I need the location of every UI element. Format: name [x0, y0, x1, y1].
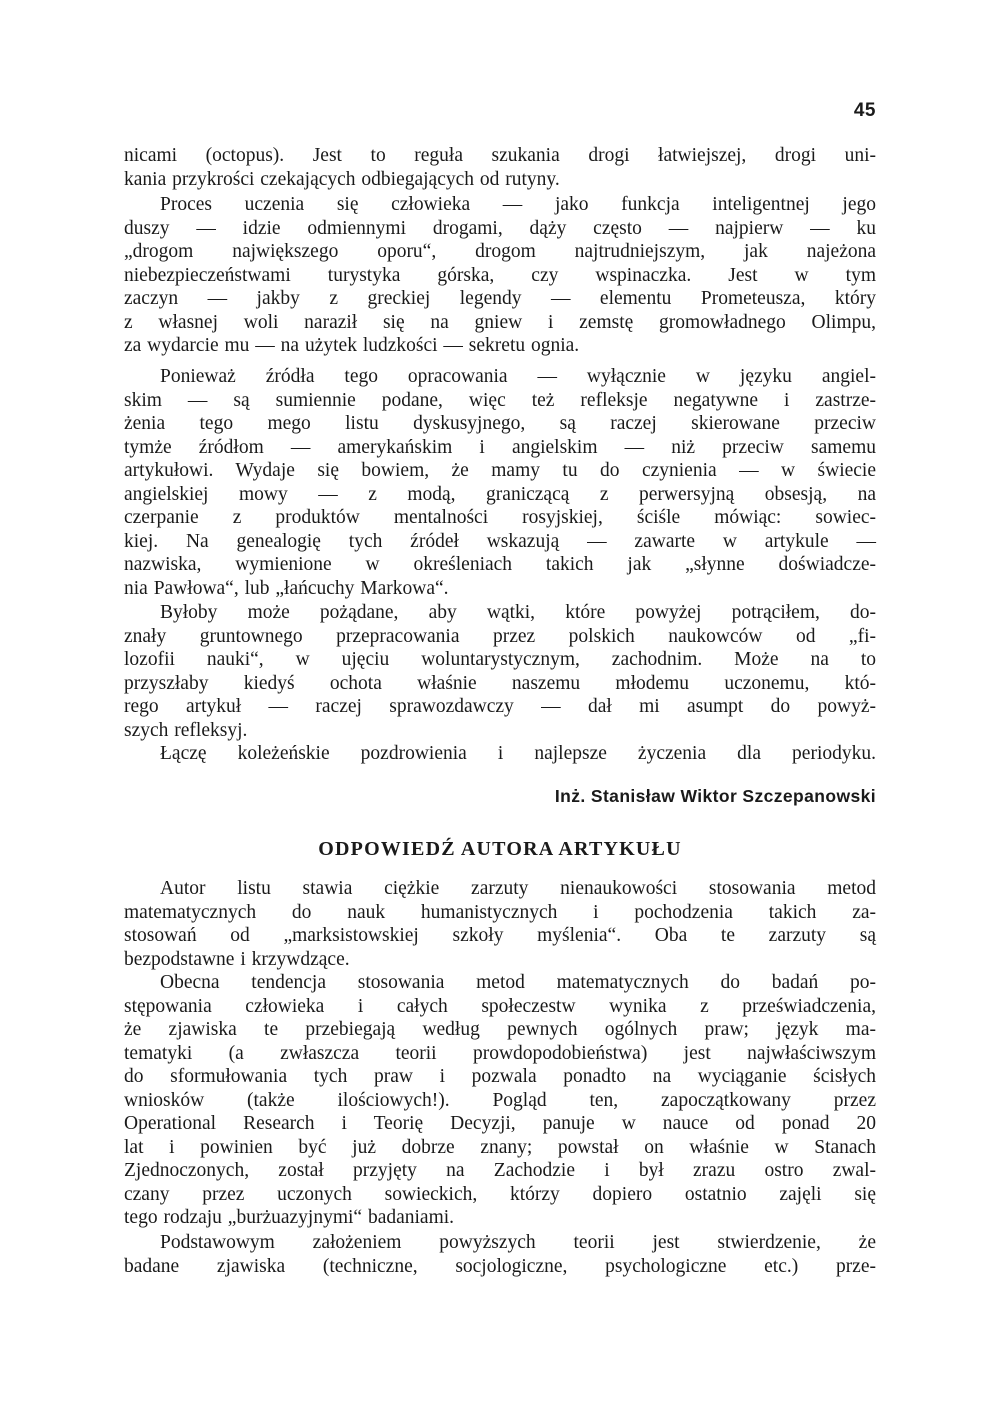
- text-line: przyszłaby kiedyś ochota właśnie naszemu młodemu uczonemu, któ-: [124, 672, 876, 694]
- section-heading: ODPOWIEDŹ AUTORA ARTYKUŁU: [318, 838, 682, 860]
- text-line: Autor listu stawia ciężkie zarzuty nienaukowości stosowania metod: [160, 878, 876, 899]
- text-line: szych refleksyj.: [124, 719, 248, 741]
- text-line: do sformułowania tych praw i pozwala ponadto na wyciąganie ścisłych: [124, 1066, 876, 1087]
- text-line: Obecna tendencja stosowania metod matematycznych do badań po-: [160, 972, 876, 993]
- letter-paragraph-3: [124, 365, 876, 600]
- letter-paragraph-4: [124, 601, 876, 742]
- text-line: znały gruntownego przepracowania przez polskich naukowców od „fi-: [124, 625, 876, 647]
- text-line: angielskiej mowy — z modą, graniczącą z perwersyjną obsesją, na: [124, 483, 876, 505]
- text-line: nazwiska, wymienione w określeniach takich jak „słynne doświadcze-: [124, 554, 876, 575]
- letter-closing: [124, 742, 876, 766]
- letter-paragraph-2: [124, 193, 876, 358]
- text-line: nia Pawłowa“, lub „łańcuchy Markowa“.: [124, 577, 449, 599]
- text-line: artykułowi. Wydaje się bowiem, że mamy tu do czynienia — w świecie: [124, 460, 876, 481]
- text-line: że zjawiska te przebiegają według pewnych ogólnych praw; język ma-: [124, 1019, 876, 1040]
- text-line: Podstawowym założeniem powyższych teorii jest stwierdzenie, że: [160, 1232, 876, 1253]
- text-line: Operational Research i Teorię Decyzji, panuje w nauce od ponad 20: [124, 1113, 876, 1134]
- text-line: żenia tego mego listu dyskusyjnego, są raczej skierowane przeciw: [124, 413, 876, 434]
- page-number: 45: [853, 100, 876, 121]
- text-line: czerpanie z produktów mentalności rosyjskiej, ściśle mówiąc: sowiec-: [124, 507, 876, 528]
- letter-signature: Inż. Stanisław Wiktor Szczepanowski: [554, 786, 876, 806]
- text-line: „drogom największego oporu“, drogom najtrudniejszym, jak najeżona: [124, 241, 876, 262]
- text-line: bezpodstawne i krzywdzące.: [124, 948, 350, 970]
- text-line: Ponieważ źródła tego opracowania — wyłącznie w języku angiel-: [160, 366, 876, 387]
- text-line: Łączę koleżeńskie pozdrowienia i najlepsze życzenia dla periodyku.: [160, 743, 876, 764]
- text-line: tego rodzaju „burżuazyjnymi“ badaniami.: [124, 1207, 455, 1228]
- text-line: duszy — idzie odmiennymi drogami, dąży często — najpierw — ku: [124, 217, 876, 239]
- text-line: z własnej woli naraził się na gniew i zemstę gromowładnego Olimpu,: [124, 311, 876, 333]
- reply-paragraph-1: [124, 877, 876, 971]
- text-line: Byłoby może pożądane, aby wątki, które powyżej potrąciłem, do-: [160, 602, 876, 623]
- letter-paragraph-1: [124, 144, 876, 191]
- text-line: Zjednoczonych, został przyjęty na Zachodzie i był zrazu ostro zwal-: [124, 1160, 876, 1181]
- text-line: tematyki (a zwłaszcza teorii prowdopodobieństwa) jest najwłaściwszym: [124, 1042, 876, 1064]
- text-line: matematycznych do nauk humanistycznych i pochodzenia takich za-: [124, 901, 876, 923]
- text-line: zaczyn — jakby z greckiej legendy — elementu Prometeusza, który: [124, 288, 876, 309]
- reply-paragraph-3: [124, 1231, 876, 1278]
- text-line: kiej. Na genealogię tych źródeł wskazują — zawarte w artykule —: [124, 530, 876, 552]
- reply-paragraph-2: [124, 971, 876, 1230]
- text-line: stosowań od „marksistowskiej szkoły myślenia“. Oba te zarzuty są: [124, 925, 876, 946]
- text-line: kania przykrości czekających odbiegających od rutyny.: [124, 168, 560, 190]
- text-line: lozofii nauki“, w ujęciu woluntarystycznym, zachodnim. Może na to: [124, 649, 876, 670]
- text-line: nicami (octopus). Jest to reguła szukania drogi łatwiejszej, drogi uni-: [124, 145, 876, 166]
- text-line: badane zjawiska (techniczne, socjologiczne, psychologiczne etc.) prze-: [124, 1255, 876, 1277]
- text-line: za wydarcie mu — na użytek ludzkości — sekretu ognia.: [124, 335, 580, 356]
- text-line: lat i powinien być już dobrze znany; powstał on właśnie w Stanach: [124, 1136, 876, 1158]
- text-line: czany przez uczonych sowieckich, którzy dopiero ostatnio zajęli się: [124, 1183, 876, 1205]
- text-line: wniosków (także ilościowych!). Pogląd ten, zapoczątkowany przez: [124, 1089, 876, 1111]
- text-line: skim — są sumiennie podane, więc też refleksje negatywne i zastrze-: [124, 389, 876, 411]
- text-line: tymże źródłom — amerykańskim i angielskim — niż przeciw samemu: [124, 436, 876, 458]
- text-line: stępowania człowieka i całych społeczestw wynika z przeświadczenia,: [124, 995, 876, 1017]
- text-line: niebezpieczeństwami turystyka górska, czy wspinaczka. Jest w tym: [124, 264, 876, 286]
- text-line: rego artykuł — raczej sprawozdawczy — dał mi asumpt do powyż-: [124, 696, 876, 717]
- text-line: Proces uczenia się człowieka — jako funkcja inteligentnej jego: [160, 194, 876, 215]
